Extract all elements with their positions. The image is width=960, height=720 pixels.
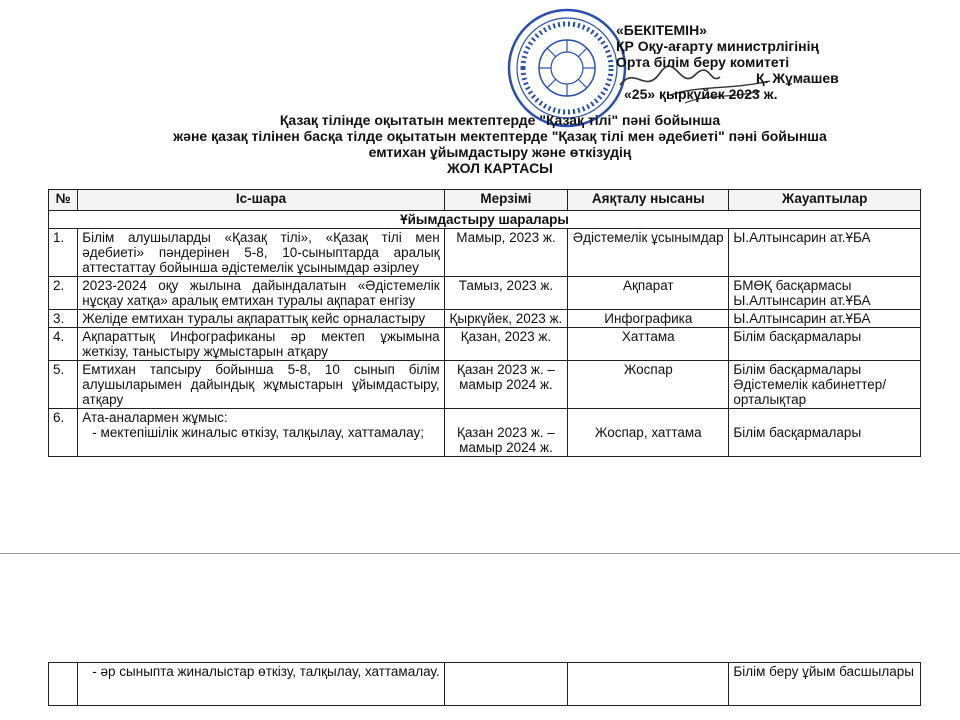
approval-date: «25» қыркүйек 2023 ж. — [624, 86, 778, 102]
table-row — [49, 409, 921, 457]
title-line-2: және қазақ тілінен басқа тілде оқытатын мектептерде "Қазақ тілі мен әдебиеті" пәні бойынша — [173, 128, 827, 144]
row-deadline: Қазан, 2023 ж. — [444, 328, 568, 361]
row-activity — [78, 663, 444, 706]
row-deadline: Тамыз, 2023 ж. — [444, 277, 568, 310]
row-activity: Ақпараттық Инфографиканы әр мектеп ұжымына жеткізу, таныстыру жұмыстарын атқару — [78, 328, 444, 361]
row-number: 1. — [49, 229, 78, 277]
row-responsible: Білім басқармалары — [729, 328, 921, 361]
row-number: 2. — [49, 277, 78, 310]
table-row — [49, 277, 921, 310]
row-completion-form: Хаттама — [568, 328, 729, 361]
title-line-4: ЖОЛ КАРТАСЫ — [447, 160, 553, 176]
table-row — [49, 361, 921, 409]
row-number: 6. — [49, 409, 78, 457]
row-deadline: Қыркүйек, 2023 ж. — [444, 310, 568, 328]
roadmap-table-continued — [48, 662, 921, 706]
approval-committee: Орта білім беру комитеті — [616, 54, 790, 70]
row-number — [49, 663, 78, 706]
row-responsible: Ы.Алтынсарин ат.ҰБА — [729, 229, 921, 277]
roadmap-table — [48, 189, 921, 457]
row-responsible: Ы.Алтынсарин ат.ҰБА — [729, 310, 921, 328]
row-completion-form: Жоспар, хаттама — [568, 409, 729, 457]
row-completion-form: Инфографика — [568, 310, 729, 328]
row-completion-form: Әдістемелік ұсынымдар — [568, 229, 729, 277]
header-number: № — [49, 190, 78, 211]
row-responsible: БМӨҚ басқармасы Ы.Алтынсарин ат.ҰБА — [729, 277, 921, 310]
row-deadline: Мамыр, 2023 ж. — [444, 229, 568, 277]
title-line-3: емтихан ұйымдастыру және өткізудің — [368, 144, 632, 160]
table-row — [49, 663, 921, 706]
row-completion-form: Ақпарат — [568, 277, 729, 310]
section-row — [49, 211, 921, 229]
row-number: 3. — [49, 310, 78, 328]
table-row — [49, 310, 921, 328]
row-activity: Желіде емтихан туралы ақпараттық кейс орналастыру — [78, 310, 444, 328]
header-responsible: Жауаптылар — [729, 190, 921, 211]
table-row — [49, 328, 921, 361]
row-activity-subitem: - мектепішілік жиналыс өткізу, талқылау, хаттамалау; — [92, 425, 424, 440]
row-activity-subitem: - әр сыныпта жиналыстар өткізу, талқылау, хаттамалау. — [92, 664, 440, 679]
row-responsible: Білім беру ұйым басшылары — [729, 663, 921, 706]
section-title: Ұйымдастыру шаралары — [49, 211, 921, 229]
row-activity: Емтихан тапсыру бойынша 5-8, 10 сынып білім алушыларымен дайындық жұмыстарын ұйымдастыру, атқару — [78, 361, 444, 409]
row-deadline: Қазан 2023 ж. – мамыр 2024 ж. — [444, 409, 568, 457]
row-number: 4. — [49, 328, 78, 361]
row-activity — [78, 409, 444, 457]
title-line-1: Қазақ тілінде оқытатын мектептерде "Қазақ тілі" пәні бойынша — [279, 112, 721, 128]
row-number: 5. — [49, 361, 78, 409]
page-break-divider — [0, 553, 960, 554]
row-completion-form: Жоспар — [568, 361, 729, 409]
row-completion-form — [568, 663, 729, 706]
header-completion-form: Аяқталу нысаны — [568, 190, 729, 211]
row-activity-main: Ата-аналармен жұмыс: — [82, 410, 228, 425]
document-title — [60, 112, 940, 176]
approval-heading: «БЕКІТЕМІН» — [616, 22, 707, 38]
row-activity: Білім алушыларды «Қазақ тілі», «Қазақ тілі мен әдебиеті» пәндерінен 5-8, 10-сыныптарда аралық аттестаттау бойынша әдістемелік ұсынымдар әзірлеу — [78, 229, 444, 277]
table-header-row — [49, 190, 921, 211]
approval-ministry: ҚР Оқу-ағарту министрлігінің — [616, 38, 819, 54]
table-row — [49, 229, 921, 277]
row-responsible: Білім басқармалары — [729, 409, 921, 457]
header-activity: Іс-шара — [78, 190, 444, 211]
row-deadline — [444, 663, 568, 706]
row-responsible: Білім басқармалары Әдістемелік кабинеттер/орталықтар — [729, 361, 921, 409]
approval-signer: Қ. Жұмашев — [756, 70, 839, 86]
approval-block — [616, 22, 839, 102]
row-activity: 2023-2024 оқу жылына дайындалатын «Әдістемелік нұсқау хатқа» аралық емтихан туралы ақпарат енгізу — [78, 277, 444, 310]
header-deadline: Мерзімі — [444, 190, 568, 211]
row-deadline: Қазан 2023 ж. – мамыр 2024 ж. — [444, 361, 568, 409]
